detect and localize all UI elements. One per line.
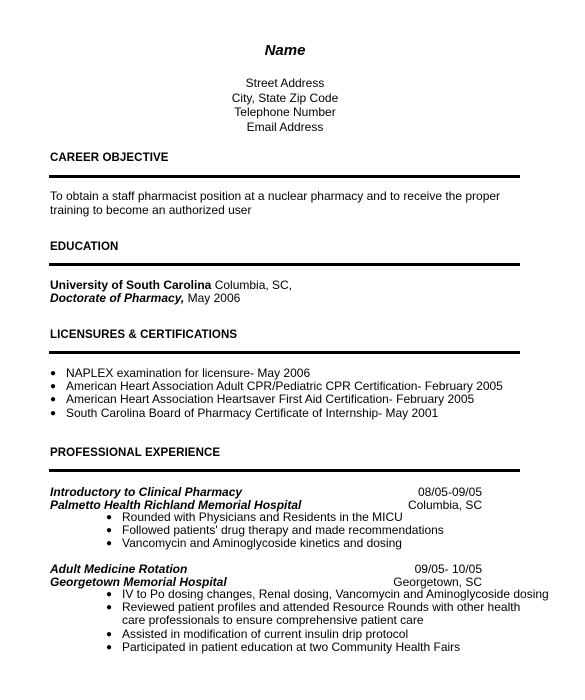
bullet-icon: ●: [106, 628, 113, 640]
school-location: Columbia, SC,: [211, 278, 293, 292]
degree-year: May 2006: [184, 291, 241, 305]
bullet-icon: ●: [50, 394, 57, 406]
list-item: ● Followed patients' drug therapy and made recommendations: [106, 523, 444, 538]
bullet-icon: ●: [50, 368, 57, 379]
licensures-list: [50, 367, 503, 420]
bullet-icon: ●: [106, 589, 113, 600]
list-item: ● NAPLEX examination for licensure- May 2006: [50, 366, 311, 380]
licensures-heading: LICENSURES & CERTIFICATIONS: [50, 329, 238, 341]
list-item: ● Rounded with Physicians and Residents in the MICU: [106, 510, 403, 524]
job-duties-list: [106, 587, 549, 654]
bullet-icon: ●: [106, 641, 113, 653]
job-duties-list: [106, 511, 444, 551]
section-divider: [49, 175, 520, 178]
education-degree-line: [50, 291, 240, 305]
section-divider: [49, 351, 520, 354]
resume-name: Name: [264, 42, 306, 59]
objective-heading: CAREER OBJECTIVE: [50, 152, 169, 164]
list-item: ● South Carolina Board of Pharmacy Certificate of Internship- May 2001: [50, 405, 439, 420]
contact-block: [0, 76, 570, 134]
street-address: Street Address: [245, 76, 325, 90]
list-item: ● Participated in patient education at two Community Health Fairs: [106, 639, 461, 654]
job-dates: 08/05-09/05: [417, 485, 482, 499]
list-item: ● IV to Po dosing changes, Renal dosing, Vancomycin and Aminoglycoside dosing: [106, 587, 549, 601]
job-location: Columbia, SC: [407, 498, 482, 512]
list-item: ● Assisted in modification of current insulin drip protocol: [106, 626, 409, 641]
job-title: Introductory to Clinical Pharmacy: [50, 485, 243, 499]
bullet-icon: ●: [50, 381, 57, 393]
bullet-icon: ●: [106, 602, 113, 614]
experience-heading: PROFESSIONAL EXPERIENCE: [50, 447, 221, 459]
job-location: Georgetown, SC: [393, 575, 482, 589]
job-employer: Georgetown Memorial Hospital: [50, 575, 227, 589]
school-name: University of South Carolina: [50, 278, 212, 292]
list-item: ● American Heart Association Adult CPR/Pediatric CPR Certification- February 2005: [50, 379, 503, 394]
list-item: ● Reviewed patient profiles and attended Resource Rounds with other health care professionals to ensure comprehensive patient care: [106, 600, 521, 628]
job-dates: 09/05- 10/05: [414, 562, 482, 576]
section-divider: [49, 469, 520, 472]
city-state-zip: City, State Zip Code: [231, 90, 339, 105]
bullet-icon: ●: [50, 407, 57, 419]
section-divider: [49, 263, 520, 266]
list-item: ● Vancomycin and Aminoglycoside kinetics and dosing: [106, 536, 402, 551]
job-employer: Palmetto Health Richland Memorial Hospital: [50, 498, 302, 512]
telephone: Telephone Number: [234, 105, 336, 119]
education-heading: EDUCATION: [50, 241, 119, 253]
bullet-icon: ●: [106, 538, 113, 550]
bullet-icon: ●: [106, 525, 113, 537]
education-school-line: [50, 278, 292, 292]
bullet-icon: ●: [106, 512, 113, 523]
job-title: Adult Medicine Rotation: [50, 562, 188, 576]
degree: Doctorate of Pharmacy,: [50, 291, 185, 305]
list-item: ● American Heart Association Heartsaver First Aid Certification- February 2005: [50, 392, 475, 407]
objective-text: To obtain a staff pharmacist position at a nuclear pharmacy and to receive the proper training to become an authorized user: [50, 189, 501, 217]
email: Email Address: [246, 119, 324, 134]
